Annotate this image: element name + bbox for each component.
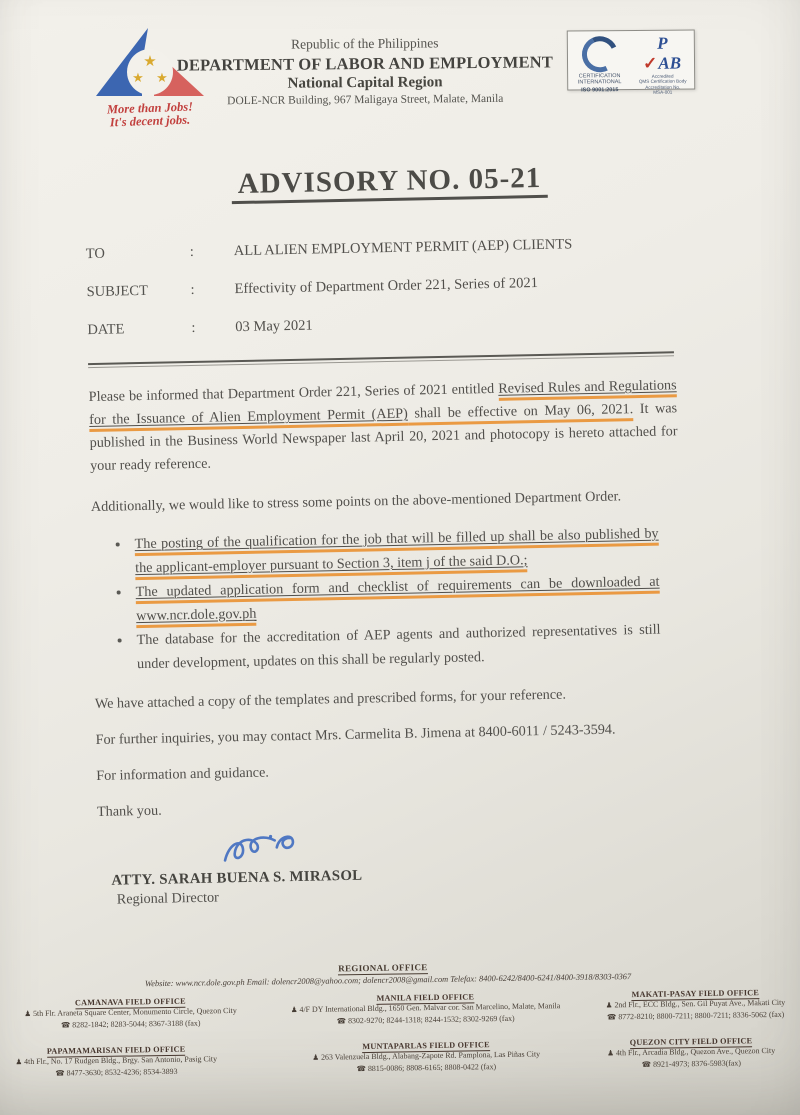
to-value: ALL ALIEN EMPLOYMENT PERMIT (AEP) CLIENTS [233, 236, 573, 260]
bullet-posting-qualification: • The posting of the qualification for the job that will be filled up shall be also published by the applicant-employer pursuant to Section 3, item j of the said D.O.; [130, 522, 659, 581]
cert-intl-line2: INTERNATIONAL [577, 79, 622, 86]
pab-ab: AB [658, 53, 682, 73]
pab-check-icon: ✓ [642, 53, 658, 73]
field-offices-grid [0, 988, 800, 1090]
subject-colon: : [190, 281, 195, 298]
office-manila-phones: 8302-9270; 8244-1318; 8244-1532; 8302-9269 (fax) [347, 1013, 515, 1025]
location-icon: ♟ [15, 1057, 23, 1067]
office-makati-pasay-address: 2nd Flr., ECC Bldg., Sen. Gil Puyat Ave., Makati City [614, 997, 786, 1010]
location-icon: ♟ [290, 1005, 298, 1015]
dole-tagline-line1: More than Jobs! [106, 99, 194, 117]
dole-tagline-line2: It's decent jobs. [109, 112, 191, 130]
certification-international-seal [568, 31, 632, 94]
office-papamamarisan-name: PAPAMAMARISAN FIELD OFFICE [46, 1044, 186, 1056]
regional-office-heading: REGIONAL OFFICE [338, 962, 428, 974]
svg-text:★: ★ [143, 54, 157, 70]
paragraph-additionally: Additionally, we would like to stress some points on the above-mentioned Department Order. [90, 488, 622, 516]
office-muntaparlas-address: 263 Valenzuela Bldg., Alabang-Zapote Rd. Pamplona, Las Piñas City [320, 1049, 541, 1062]
signatory-title: Regional Director [116, 889, 220, 908]
location-icon: ♟ [24, 1008, 32, 1019]
svg-text:★: ★ [156, 70, 168, 85]
pab-line4: MSA-001 [653, 89, 673, 96]
paragraph-effectivity: Please be informed that Department Order 221, Series of 2021 entitled Revised Rules and Regulations for the Issuance of Alien Employment Permit (AEP) shall be effective on May 06, 2021. It was published in the Business World Newspaper last April 20, 2021 and photocopy is hereto attached for your ready reference. [88, 377, 678, 475]
certification-ring-icon [576, 31, 622, 77]
location-icon: ♟ [605, 1000, 613, 1010]
signature-ink-icon [218, 831, 309, 871]
cert-intl-line1: CERTIFICATION [578, 73, 621, 80]
date-label: DATE [87, 321, 125, 339]
office-camanava-name: CAMANAVA FIELD OFFICE [74, 996, 186, 1008]
letterhead-republic: Republic of the Philippines [291, 35, 439, 52]
phone-icon: ☎ [336, 1015, 347, 1025]
office-makati-pasay [590, 988, 800, 1023]
pab-p: P [657, 33, 668, 53]
pab-seal [631, 30, 695, 96]
date-value: 03 May 2021 [235, 317, 313, 336]
letterhead-department: DEPARTMENT OF LABOR AND EMPLOYMENT [176, 52, 554, 75]
phone-icon: ☎ [356, 1063, 367, 1073]
office-makati-pasay-name: MAKATI-PASAY FIELD OFFICE [631, 988, 760, 1000]
pab-line2: QMS Certification Body [638, 78, 687, 85]
letterhead [155, 34, 576, 108]
paragraph-templates: We have attached a copy of the templates and prescribed forms, for your reference. [94, 686, 567, 712]
office-papamamarisan-phones: 8477-3630; 8532-4236; 8534-3893 [66, 1066, 178, 1077]
phone-icon: ☎ [641, 1059, 652, 1069]
bullet-agent-database: • The database for the accreditation of AEP agents and authorized representatives is still under development, updates on this shall be regularly posted. [132, 618, 661, 677]
office-manila-name: MANILA FIELD OFFICE [376, 992, 475, 1003]
to-label: TO [85, 245, 106, 263]
meta-block [86, 232, 800, 339]
office-papamamarisan [1, 1044, 261, 1080]
office-camanava-phones: 8282-1842; 8283-5044; 8367-3188 (fax) [72, 1017, 201, 1029]
paragraph-guidance: For information and guidance. [96, 764, 270, 784]
office-quezon-city-phones: 8921-4973; 8376-5983(fax) [652, 1057, 742, 1069]
phone-icon: ☎ [60, 1019, 71, 1030]
office-quezon-city [591, 1036, 800, 1071]
bullet-updated-forms: • The updated application form and checklist of requirements can be downloaded at www.ncr.dole.gov.ph [131, 570, 660, 629]
phone-icon: ☎ [55, 1067, 65, 1078]
office-manila-address: 4/F DY International Bldg., 1650 Gen. Malvar cor. San Marcelino, Malate, Manila [299, 1001, 561, 1015]
subject-value: Effectivity of Department Order 221, Series of 2021 [234, 275, 539, 298]
bullet-list [6, 522, 661, 679]
signatory-name: ATTY. SARAH BUENA S. MIRASOL [111, 867, 363, 889]
office-makati-pasay-phones: 8772-8210; 8800-7211; 8800-7211; 8336-5062 (fax) [618, 1009, 785, 1021]
office-quezon-city-address: 4th Flr., Arcadia Bldg., Quezon Ave., Quezon City [615, 1045, 776, 1058]
letterhead-region: National Capital Region [287, 74, 443, 92]
pab-logo-icon [631, 33, 694, 74]
office-muntaparlas-phones: 8815-0086; 8808-6165; 8808-0422 (fax) [367, 1061, 497, 1073]
to-colon: : [189, 243, 195, 260]
cert-iso-label: ISO 9001:2015 [581, 87, 619, 94]
pab-line1: Accredited [651, 73, 674, 79]
advisory-title: ADVISORY NO. 05-21 [0, 157, 800, 206]
horizontal-rule [88, 351, 674, 368]
office-muntaparlas [261, 1039, 591, 1076]
letterhead-address: DOLE-NCR Building, 967 Maligaya Street, Malate, Manila [227, 92, 504, 108]
office-quezon-city-name: QUEZON CITY FIELD OFFICE [629, 1036, 753, 1048]
office-muntaparlas-name: MUNTAPARLAS FIELD OFFICE [362, 1040, 490, 1052]
regional-office-contact-line: Website: www.ncr.dole.gov.ph Email: dolencr2008@yahoo.com; dolencr2008@gmail.com Telefax: 8400-6242/8400-6241/8400-3918/8303-0367 [144, 972, 632, 989]
office-manila [260, 991, 590, 1028]
subject-label: SUBJECT [86, 282, 149, 301]
phone-icon: ☎ [606, 1011, 617, 1021]
svg-text:★: ★ [132, 70, 144, 85]
location-icon: ♟ [607, 1048, 615, 1058]
paragraph-thankyou: Thank you. [96, 802, 162, 820]
office-camanava-address: 5th Flr. Araneta Square Center, Monumento Circle, Quezon City [32, 1005, 237, 1018]
date-colon: : [191, 319, 196, 336]
location-icon: ♟ [312, 1052, 320, 1062]
pab-line3: Accreditation No. [645, 84, 681, 90]
office-papamamarisan-address: 4th Flr., No. 17 Rudgen Bldg., Brgy. San Antonio, Pasig City [24, 1054, 218, 1067]
document-body [0, 157, 800, 911]
certification-box [567, 29, 696, 96]
office-camanava [0, 996, 260, 1032]
footer-block [0, 957, 800, 1090]
paragraph-inquiries: For further inquiries, you may contact Mrs. Carmelita B. Jimena at 8400-6011 / 5243-3594. [95, 721, 616, 748]
